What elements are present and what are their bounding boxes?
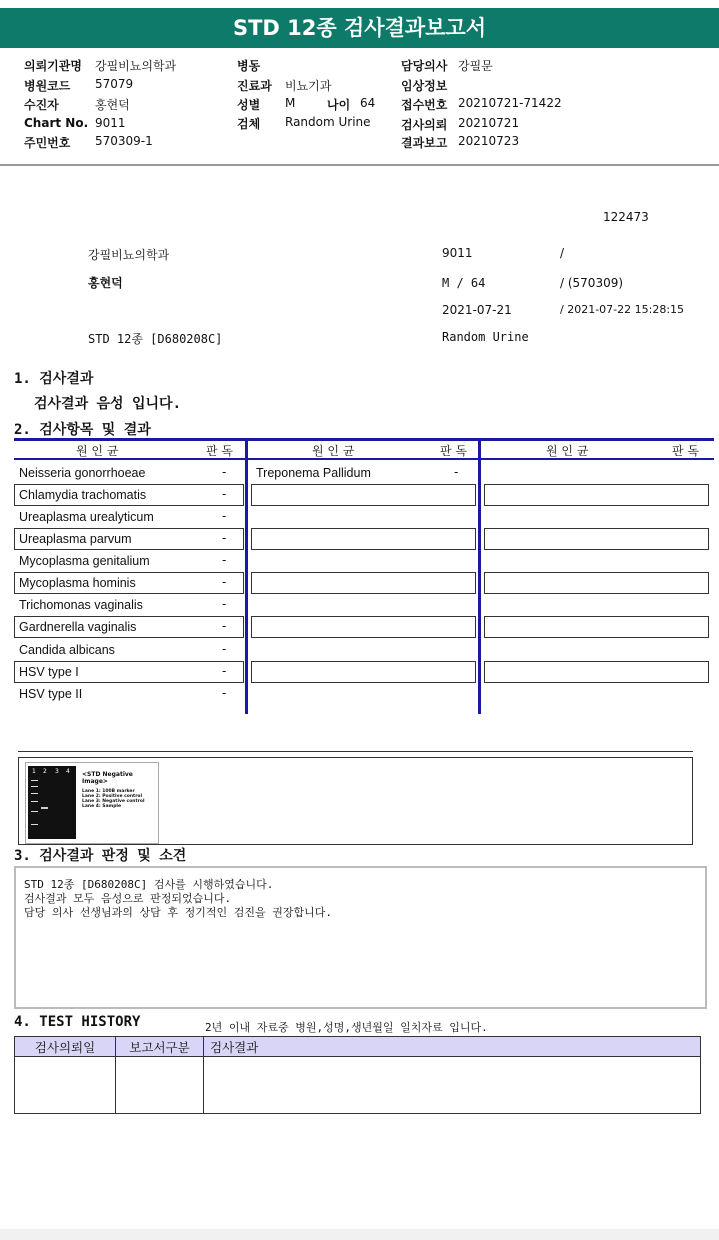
row-result: -	[222, 686, 227, 700]
gel-band	[41, 807, 48, 809]
row-result: -	[222, 553, 227, 567]
row-result: -	[222, 509, 227, 523]
opinion-line: STD 12종 [D680208C] 검사를 시행하였습니다.	[24, 878, 274, 891]
summary-chart: 9011	[442, 246, 473, 260]
gel-band	[31, 801, 38, 802]
label-institution: 의뢰기관명	[24, 59, 82, 73]
value-specimen: Random Urine	[285, 115, 371, 129]
row-name: Mycoplasma genitalium	[19, 554, 150, 568]
gel-band	[31, 811, 38, 812]
history-note: 2년 이내 자료중 병원,성명,생년월일 일치자료 입니다.	[205, 1021, 488, 1034]
report-code: 122473	[603, 210, 649, 224]
label-chart: Chart No.	[24, 116, 89, 130]
value-age: 64	[360, 96, 376, 110]
label-report: 결과보고	[401, 136, 448, 150]
label-sex: 성별	[237, 98, 261, 112]
row-name: Ureaplasma urealyticum	[19, 510, 154, 524]
empty-cell	[484, 484, 709, 506]
col1-pathogen-header: 원 인 균	[76, 444, 119, 458]
value-patient: 홍현덕	[95, 98, 130, 112]
gel-legend: Lane 2: Positive control	[82, 794, 143, 799]
empty-cell	[251, 484, 476, 506]
value-resident-no: 570309-1	[95, 134, 153, 148]
section4-heading: 4. TEST HISTORY	[14, 1014, 141, 1030]
opinion-line: 담당 의사 선생님과의 상담 후 정기적인 검진을 권장합니다.	[24, 906, 333, 919]
empty-cell	[251, 528, 476, 550]
section1-result: 검사결과 음성 입니다.	[34, 396, 182, 412]
lane-number: 4	[66, 768, 70, 775]
table-divider-2	[478, 438, 481, 714]
empty-cell	[251, 661, 476, 683]
value-institution: 강필비뇨의학과	[95, 59, 177, 73]
row-name: Treponema Pallidum	[256, 466, 371, 480]
row-result: -	[222, 465, 227, 479]
empty-cell	[484, 616, 709, 638]
label-specimen: 검체	[237, 117, 261, 131]
label-ward: 병동	[237, 59, 261, 73]
gel-legend: Lane 3: Negative control	[82, 799, 145, 804]
label-resident-no: 주민번호	[24, 136, 71, 150]
history-col-report-type: 보고서구분	[116, 1037, 204, 1057]
empty-cell	[484, 661, 709, 683]
summary-sex-age: M / 64	[442, 276, 486, 290]
section3-heading: 3. 검사결과 판정 및 소견	[14, 848, 187, 864]
row-name: Candida albicans	[19, 643, 115, 657]
empty-cell	[484, 572, 709, 594]
gel-legend: Lane 1: 100B marker	[82, 789, 135, 794]
summary-slash: /	[560, 246, 565, 260]
gel-photo	[28, 766, 76, 839]
value-hospital-code: 57079	[95, 77, 134, 91]
label-request: 검사의뢰	[401, 118, 448, 132]
col1-judgement-header: 판 독	[206, 444, 233, 458]
row-result: -	[222, 487, 227, 501]
gel-band	[31, 786, 38, 787]
label-receipt: 접수번호	[401, 98, 448, 112]
page-footer-strip	[0, 1229, 719, 1240]
lane-number: 3	[55, 768, 59, 775]
summary-resident: / (570309)	[560, 276, 624, 290]
history-col-result: 검사결과	[204, 1037, 701, 1057]
row-name: Mycoplasma hominis	[19, 576, 136, 590]
row-result: -	[222, 575, 227, 589]
col2-pathogen-header: 원 인 균	[312, 444, 355, 458]
gel-image-frame	[18, 757, 693, 845]
history-cell	[204, 1057, 701, 1114]
divider-line	[18, 751, 693, 752]
gel-legend: Lane 4: Sample	[82, 804, 122, 809]
row-name: Trichomonas vaginalis	[19, 598, 143, 612]
section2-heading: 2. 검사항목 및 결과	[14, 422, 151, 438]
row-result: -	[222, 531, 227, 545]
label-patient: 수진자	[24, 98, 59, 112]
value-doctor: 강필문	[458, 59, 493, 73]
gel-band	[31, 793, 38, 794]
col3-judgement-header: 판 독	[672, 444, 699, 458]
opinion-line: 검사결과 모두 음성으로 판정되었습니다.	[24, 892, 232, 905]
empty-cell	[484, 528, 709, 550]
row-name: Neisseria gonorrhoeae	[19, 466, 146, 480]
summary-specimen: Random Urine	[442, 330, 529, 344]
value-request: 20210721	[458, 116, 520, 130]
row-result: -	[222, 619, 227, 633]
history-cell	[116, 1057, 204, 1114]
row-name: Chlamydia trachomatis	[19, 488, 147, 502]
lane-number: 1	[32, 768, 36, 775]
value-receipt: 20210721-71422	[458, 96, 562, 110]
value-sex: M	[285, 96, 296, 110]
row-result: -	[222, 597, 227, 611]
row-name: Gardnerella vaginalis	[19, 620, 137, 634]
value-report: 20210723	[458, 134, 520, 148]
report-header	[0, 48, 719, 166]
col2-judgement-header: 판 독	[440, 444, 467, 458]
gel-band	[31, 824, 38, 825]
empty-cell	[251, 616, 476, 638]
table-top-rule	[14, 438, 714, 441]
results-table	[14, 438, 714, 714]
col3-pathogen-header: 원 인 균	[546, 444, 589, 458]
history-col-request-date: 검사의뢰일	[15, 1037, 116, 1057]
history-table	[14, 1036, 701, 1114]
summary-patient: 홍현덕	[88, 276, 123, 290]
row-result: -	[222, 642, 227, 656]
table-divider-1	[245, 438, 248, 714]
summary-test: STD 12종 [D680208C]	[88, 332, 223, 346]
summary-date1: 2021-07-21	[442, 303, 512, 317]
summary-date2: / 2021-07-22 15:28:15	[560, 303, 685, 316]
row-name: HSV type II	[19, 687, 83, 701]
value-dept: 비뇨기과	[285, 79, 332, 93]
report-title: STD 12종 검사결과보고서	[0, 8, 719, 48]
summary-clinic: 강필비뇨의학과	[88, 248, 170, 262]
label-dept: 진료과	[237, 79, 272, 93]
label-clinical: 임상정보	[401, 79, 448, 93]
gel-caption: <STD Negative Image>	[82, 771, 133, 785]
row-name: HSV type I	[19, 665, 79, 679]
section1-heading: 1. 검사결과	[14, 371, 94, 387]
opinion-box	[14, 866, 707, 1009]
label-age: 나이	[327, 98, 351, 112]
table-header-rule	[14, 458, 714, 460]
row-result: -	[222, 664, 227, 678]
history-cell	[15, 1057, 116, 1114]
label-doctor: 담당의사	[401, 59, 448, 73]
gel-band	[31, 780, 38, 781]
row-result: -	[454, 465, 459, 479]
gel-image	[25, 762, 159, 844]
row-name: Ureaplasma parvum	[19, 532, 132, 546]
lane-number: 2	[43, 768, 47, 775]
label-hospital-code: 병원코드	[24, 79, 71, 93]
empty-cell	[251, 572, 476, 594]
value-chart: 9011	[95, 116, 126, 130]
